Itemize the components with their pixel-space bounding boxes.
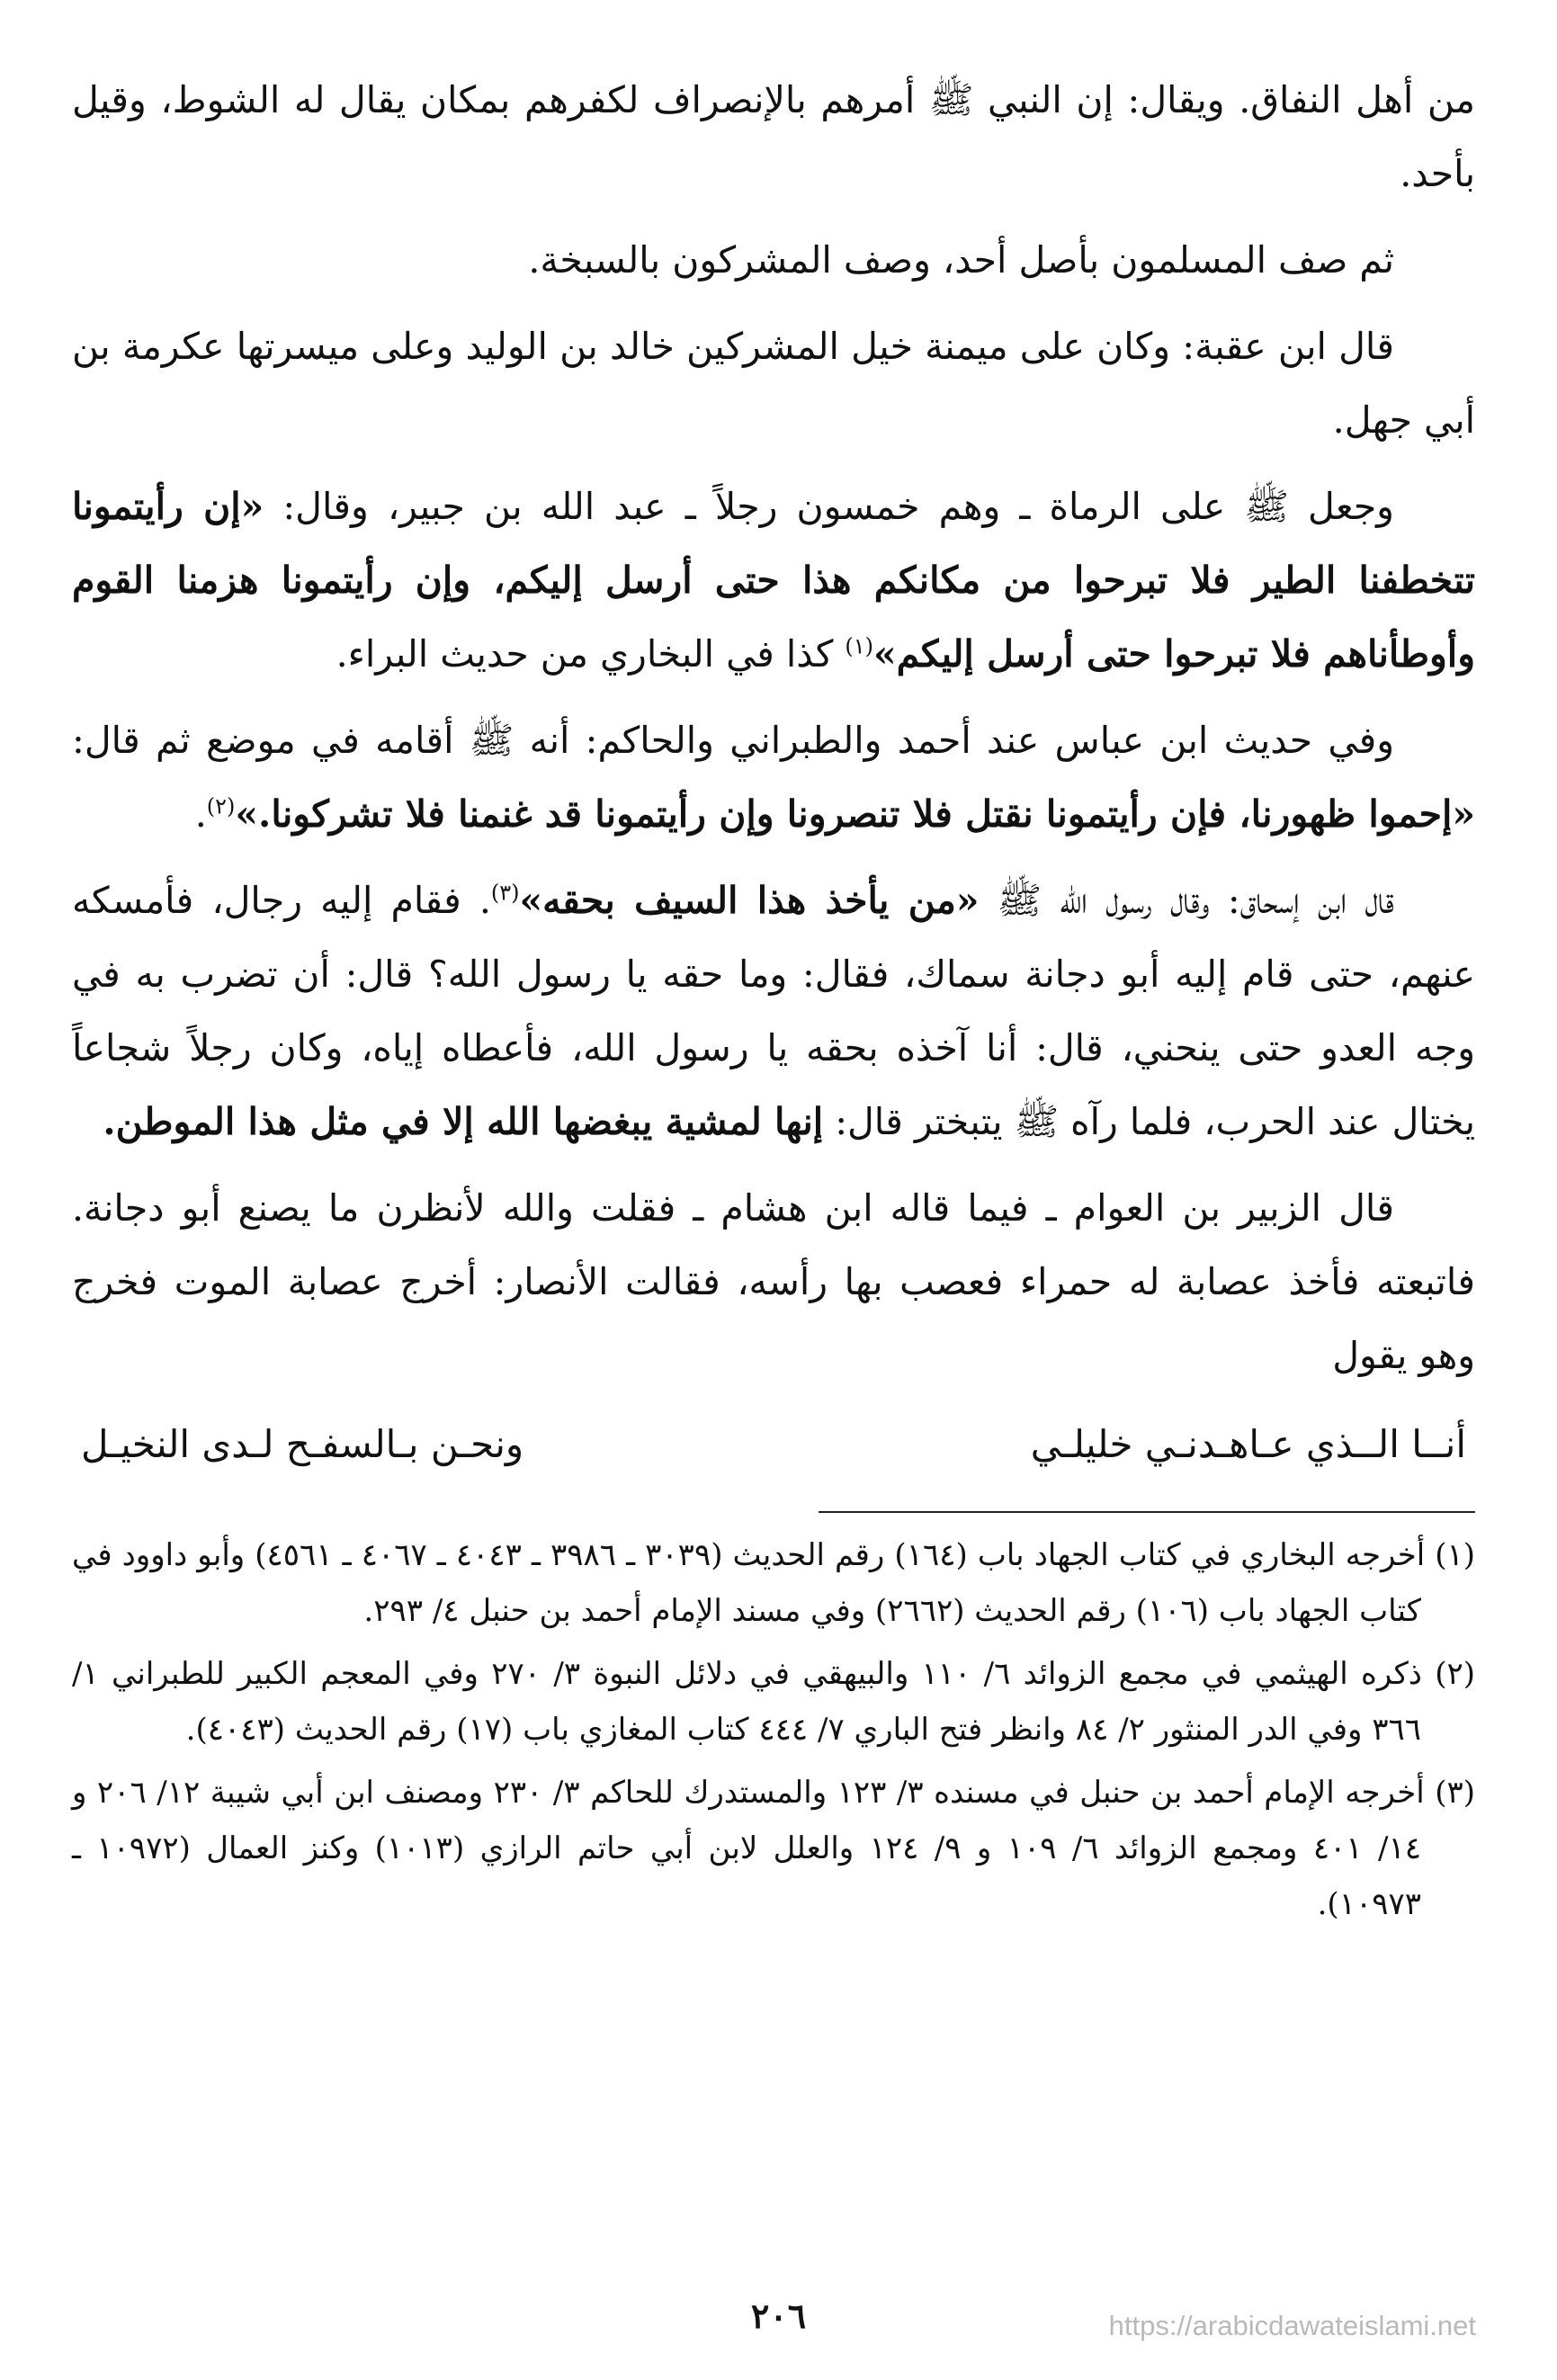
hadith-quote-4: إنها لمشية يبغضها الله إلا في مثل هذا الموطن. bbox=[103, 1100, 824, 1143]
footnote-divider bbox=[819, 1511, 1475, 1513]
footnote-3: (٣) أخرجه الإمام أحمد بن حنبل في مسنده ٣/ ١٢٣ والمستدرك للحاكم ٣/ ٢٣٠ ومصنف ابن أبي شيبة ١٢/ ٢٠٦ و ١٤/ ٤٠١ ومجمع الزوائد ٦/ ١٠٩ و ٩/ ١٢٤ والعلل لابن أبي حاتم الرازي (١٠١٣) وكنز العمال (١٠٩٧٢ ـ ١٠٩٧٣). bbox=[72, 1775, 1476, 1922]
hadith-quote-1: «إن رأيتمونا تتخطفنا الطير فلا تبرحوا من مكانكم هذا حتى أرسل إليكم، وإن رأيتمونا هزمنا القوم وأوطأناهم فلا تبرحوا حتى أرسل إليكم» bbox=[72, 485, 1475, 676]
watermark-url[interactable]: https://arabicdawateislami.net bbox=[1108, 2310, 1476, 2341]
paragraph-6-body: . فقام إليه رجال، فأمسكه عنهم، حتى قام إليه أبو دجانة سماك، فقال: وما حقه يا رسول الله؟ قال: أن تضرب به في وجه العدو حتى ينحني، قال: أنا آخذه بحقه يا رسول الله، فأعطاه إياه، وكان رجلاً شجاعاً يختال عند الحرب، فلما رآه ﷺ يتبختر قال: bbox=[72, 879, 1475, 1143]
poem-hemistich-left: ونحـن بـالسفـح لـدى النخيـل bbox=[81, 1422, 524, 1466]
footnote-ref-3[interactable]: (٣) bbox=[490, 880, 520, 906]
hadith-quote-3: «من يأخذ هذا السيف بحقه» bbox=[519, 879, 980, 922]
footnote-2: (٢) ذكره الهيثمي في مجمع الزوائد ٦/ ١١٠ والبيهقي في دلائل النبوة ٣/ ٢٧٠ وفي المعجم الكبير للطبراني ١/ ٣٦٦ وفي الدر المنثور ٢/ ٨٤ وانظر فتح الباري ٧/ ٤٤٤ كتاب المغازي باب (١٧) رقم الحديث (٤٠٤٣). bbox=[72, 1656, 1476, 1748]
paragraph-3: قال ابن عقبة: وكان على ميمنة خيل المشركين خالد بن الوليد وعلى ميسرتها عكرمة بن أبي جهل. bbox=[72, 325, 1475, 442]
footnote-1: (١) أخرجه البخاري في كتاب الجهاد باب (١٦٤) رقم الحديث (٣٠٣٩ ـ ٣٩٨٦ ـ ٤٠٤٣ ـ ٤٠٦٧ ـ ٤٥٦١) وأبو داوود في كتاب الجهاد باب (١٠٦) رقم الحديث (٢٦٦٢) وفي مسند الإمام أحمد بن حنبل ٤/ ٢٩٣. bbox=[72, 1537, 1476, 1629]
paragraph-5-tail: . bbox=[194, 792, 207, 836]
page-body bbox=[72, 63, 1475, 1939]
paragraph-4 bbox=[72, 470, 1475, 691]
paragraph-4-tail: كذا في البخاري من حديث البراء. bbox=[336, 632, 846, 676]
paragraph-5-intro: وفي حديث ابن عباس عند أحمد والطبراني والحاكم: أنه ﷺ أقامه في موضع ثم قال: bbox=[72, 719, 1394, 762]
paragraph-4-intro: وجعل ﷺ على الرماة ـ وهم خمسون رجلاً ـ عبد الله بن جبير، وقال: bbox=[264, 485, 1394, 528]
footnote-ref-1[interactable]: (١) bbox=[845, 633, 874, 659]
paragraph-5 bbox=[72, 703, 1475, 851]
paragraph-7: قال الزبير بن العوام ـ فيما قاله ابن هشام ـ فقلت والله لأنظرن ما يصنع أبو دجانة. فاتبعته فأخذ عصابة له حمراء فعصب بها رأسه، فقالت الأنصار: أخرج عصابة الموت فخرج وهو يقول bbox=[72, 1186, 1475, 1377]
poem-verse bbox=[72, 1409, 1475, 1481]
paragraph-2: ثم صف المسلمون بأصل أحد، وصف المشركون بالسبخة. bbox=[528, 238, 1394, 282]
page-number: ٢٠٦ bbox=[750, 2295, 807, 2336]
footnote-ref-2[interactable]: (٢) bbox=[206, 793, 236, 819]
paragraph-6 bbox=[72, 863, 1475, 1159]
paragraph-6-intro: قال ابن إسحاق: وقال رسول الله ﷺ bbox=[979, 879, 1394, 922]
poem-hemistich-right: أنــا الــذي عـاهـدنـي خليلـي bbox=[1030, 1422, 1466, 1466]
paragraph-1: من أهل النفاق. ويقال: إن النبي ﷺ أمرهم بالإنصراف لكفرهم بمكان يقال له الشوط، وقيل بأحد. bbox=[72, 78, 1475, 195]
hadith-quote-2: «إحموا ظهورنا، فإن رأيتمونا نقتل فلا تنصرونا وإن رأيتمونا قد غنمنا فلا تشركونا.» bbox=[235, 792, 1475, 836]
